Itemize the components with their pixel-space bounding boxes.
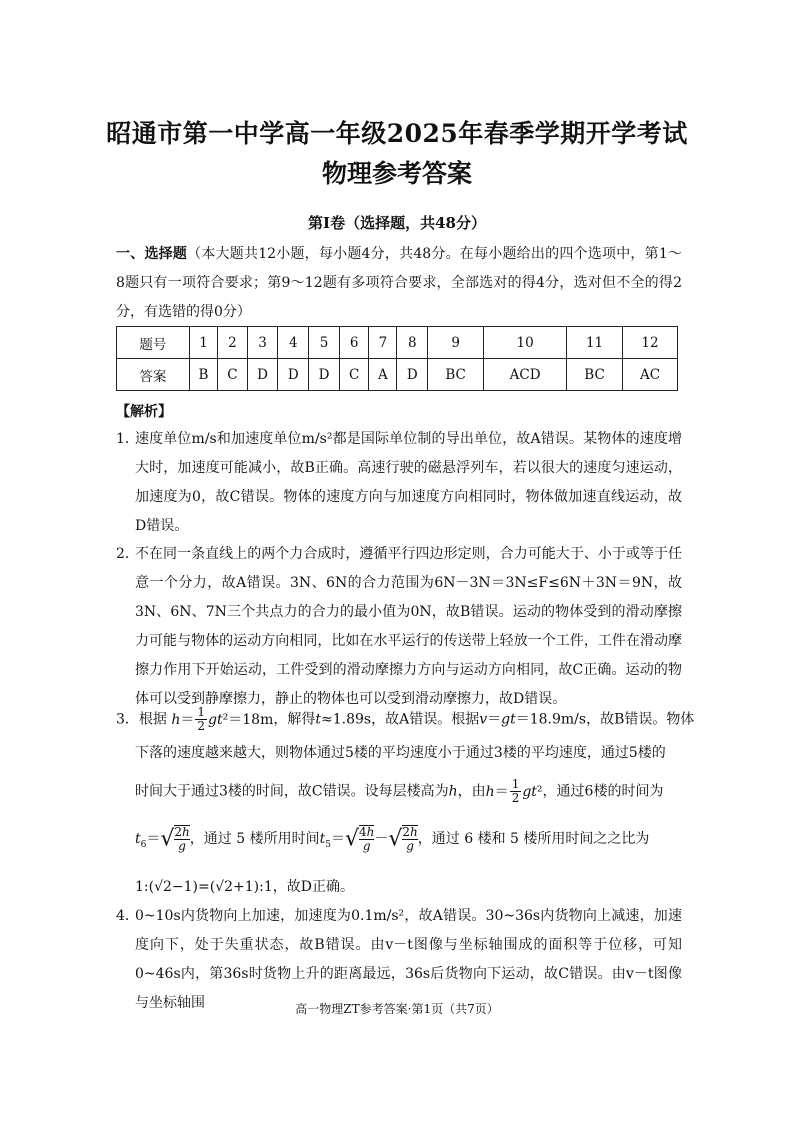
- row-label: 题号: [117, 327, 190, 359]
- text-run: ，通过6楼的时间为: [542, 783, 664, 800]
- answer-table-answer-row: [117, 359, 678, 391]
- text-run: ，通过 5 楼所用时间: [189, 831, 320, 847]
- formula: v＝gt＝18.9m/s: [479, 711, 587, 728]
- document-subtitle: 物理参考答案: [321, 159, 472, 188]
- page-footer: 高一物理ZT参考答案·第1页（共7页）: [295, 1002, 499, 1016]
- answer-cell: C: [218, 359, 248, 391]
- text-run: ，故D正确。: [272, 879, 354, 895]
- item3-line-2: 下落的速度越来越大，则物体通过5楼的平均速度小于通过3楼的平均速度，通过5楼的: [135, 745, 666, 761]
- question-number: 1: [189, 327, 217, 359]
- answer-table-number-row: [117, 327, 678, 359]
- formula: h＝ $\frac{1}{2}$ gt²＝18m: [171, 705, 274, 733]
- text-run: ，故A错误。根据: [371, 711, 480, 728]
- question-number: 8: [397, 327, 428, 359]
- answer-cell: D: [247, 359, 278, 391]
- question-number: 9: [428, 327, 484, 359]
- formula: $t_5=√$ $\frac{4h}{g}$ －√ $\frac{2h}{g}$: [319, 825, 418, 853]
- formula: $t_6=√$ $\frac{2h}{g}$: [135, 825, 190, 853]
- text-run: ，故B错误。物体: [586, 711, 695, 728]
- item3-line-1: [116, 706, 694, 733]
- answer-cell: A: [369, 359, 397, 391]
- answer-cell: B: [189, 359, 217, 391]
- item-number: 2．: [116, 546, 139, 562]
- item-text: 0~10s内货物向上加速，加速度为0.1m/s²，故A错误。30~36s内货物向上减速，加速度向下，处于失重状态，故B错误。由v－t图像与坐标轴围成的面积等于位移，可知0~46s内，第36s时货物上升的距离最远，36s后货物向下运动，故C错误。由v－t图像与坐标轴围: [135, 908, 682, 1011]
- question-number: 6: [339, 327, 369, 359]
- answer-cell: AC: [623, 359, 678, 391]
- text-run: ，通过 6 楼和 5 楼所用时间之之比为: [417, 831, 650, 847]
- text-run: ，由: [457, 783, 486, 800]
- intro-text: （本大题共12小题，每小题4分，共48分。在每小题给出的四个选项中，第1～8题只有一项符合要求；第9～12题有多项符合要求，全部选对的得4分，选对但不全的得2分，有选错的得0分）: [116, 246, 683, 320]
- answer-cell: D: [309, 359, 340, 391]
- item-number: 1．: [116, 431, 139, 447]
- question-number: 3: [247, 327, 278, 359]
- formula: t≈1.89s: [315, 711, 372, 728]
- answer-cell: BC: [428, 359, 484, 391]
- question-number: 2: [218, 327, 248, 359]
- answer-table: [116, 326, 678, 391]
- item3-line-5: [135, 876, 354, 896]
- text-run: ，解得: [273, 711, 316, 728]
- analysis-item-2: [116, 540, 682, 714]
- question-number: 12: [623, 327, 678, 359]
- item3-line-4: [135, 825, 649, 853]
- question-number: 5: [309, 327, 340, 359]
- answer-cell: ACD: [484, 359, 567, 391]
- analysis-item-1: [116, 425, 682, 541]
- item-number: 4．: [116, 908, 139, 924]
- answer-cell: D: [278, 359, 309, 391]
- formula: 1:(√2−1)=(√2+1):1: [135, 879, 273, 895]
- text-run: 根据: [138, 711, 167, 728]
- section-heading: 第Ⅰ卷（选择题，共48分）: [308, 214, 486, 232]
- question-number: 10: [484, 327, 567, 359]
- answer-cell: BC: [567, 359, 623, 391]
- intro-label: 一、选择题: [116, 246, 188, 262]
- formula: h＝ $\frac{1}{2}$ gt²: [485, 777, 543, 805]
- analysis-heading: 【解析】: [116, 404, 172, 420]
- item-text: 速度单位m/s和加速度单位m/s²都是国际单位制的导出单位，故A错误。某物体的速度增大时，加速度可能减小，故B正确。高速行驶的磁悬浮列车，若以很大的速度匀速运动，加速度为0，故C错误。物体的速度方向与加速度方向相同时，物体做加速直线运动，故D错误。: [135, 431, 682, 534]
- answer-cell: D: [397, 359, 428, 391]
- item-number: 3．: [116, 711, 139, 728]
- document-title: 昭通市第一中学高一年级2025年春季学期开学考试: [106, 119, 688, 148]
- answer-cell: C: [339, 359, 369, 391]
- text-run: 时间大于通过3楼的时间，故C错误。设每层楼高为: [135, 783, 449, 800]
- question-number: 11: [567, 327, 623, 359]
- question-number: 4: [278, 327, 309, 359]
- section-intro: [116, 240, 682, 327]
- question-number: 7: [369, 327, 397, 359]
- item3-line-3: 时间大于通过3楼的时间，故C错误。设每层楼高为h，由h＝ $\frac{1}{2}$ gt²，通过6楼的时间为: [135, 777, 664, 805]
- item-text: 不在同一条直线上的两个力合成时，遵循平行四边形定则，合力可能大于、小于或等于任意一个分力，故A错误。3N、6N的合力范围为6N－3N＝3N≤F≤6N＋3N＝9N，故3N、6N、7N三个共点力的合力的最小值为0N，故B错误。运动的物体受到的滑动摩擦力可能与物体的运动方向相同，比如在水平运行的传送带上轻放一个工件，工件在滑动摩擦力作用下开始运动，工件受到的滑动摩擦力方向与运动方向相同，故C正确。运动的物体可以受到静摩擦力，静止的物体也可以受到滑动摩擦力，故D错误。: [135, 546, 682, 707]
- row-label: 答案: [117, 359, 190, 391]
